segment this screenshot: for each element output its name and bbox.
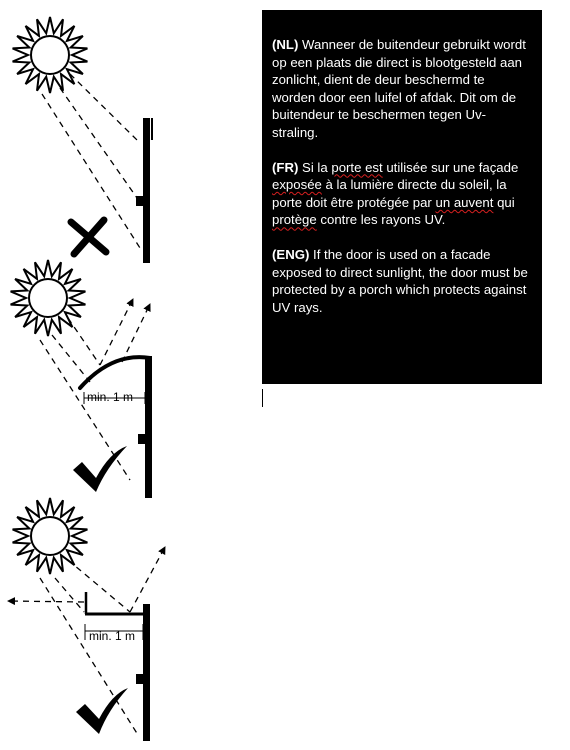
sun-icon [13,498,88,574]
notice-fr-text-3: à la lumière directe du soleil, la porte doit être protégée par [272,177,507,210]
door-wall [138,356,152,498]
diagram-curved-canopy [11,260,152,498]
diagram-no-canopy [13,17,153,263]
notice-nl-text: Wanneer de buitendeur gebruikt wordt op een plaats die direct is blootgesteld aan zonlicht, dient de deur beschermd te worden door een luifel of afdak. Dit om de buitendeur te beschermen tegen Uv-straling. [272,37,526,140]
cross-icon [71,220,106,254]
notice-fr-text-2: utilisée sur une façade [382,159,519,175]
sun-icon [13,17,88,93]
notice-eng [272,246,530,316]
checkmark-icon [73,446,127,492]
text-cursor [262,389,263,407]
notice-fr-flagged-3: un auvent [435,194,494,210]
notice-nl [272,36,530,142]
notice-fr-flagged-2: exposée [272,177,322,193]
curved-canopy [80,357,150,388]
notice-textbox [262,10,542,384]
notice-eng-text: If the door is used on a facade exposed to direct sunlight, the door must be protected by a porch which protects against UV rays. [272,246,528,315]
notice-fr-flagged-1: porte est [331,159,383,175]
notice-fr-tag: (FR) [272,159,299,175]
door-wall [136,118,153,263]
notice-fr [272,159,530,229]
sun-icon [11,260,86,336]
notice-eng-tag: (ENG) [272,246,310,262]
flat-canopy [85,592,143,614]
notice-fr-text-4: qui [493,194,515,210]
notice-fr-text-1: Si la [298,159,332,175]
notice-fr-flagged-4: protège [272,212,317,228]
checkmark-icon [76,688,128,734]
dimension-label: min. 1 m [87,390,134,404]
diagram-flat-canopy [8,498,165,741]
dimension-label: min. 1 m [89,629,136,643]
notice-fr-text-5: contre les rayons UV. [316,212,446,228]
notice-nl-tag: (NL) [272,37,299,52]
